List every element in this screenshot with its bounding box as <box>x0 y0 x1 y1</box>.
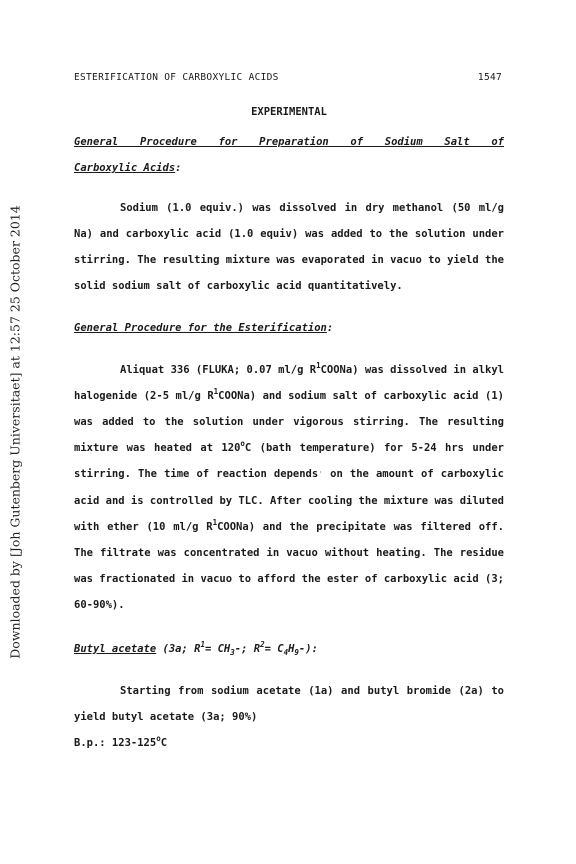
boiling-point: B.p.: 123-125$^o$C <box>74 734 168 749</box>
article-body <box>74 99 504 756</box>
section-title: EXPERIMENTAL <box>251 106 327 118</box>
compound-paragraph-butyl-acetate: Starting from sodium acetate (1a) and butyl bromide (2a) to yield butyl acetate (3a; 90%) <box>74 685 504 723</box>
procedure-heading-esterification: General Procedure for the Esterification: <box>74 322 334 334</box>
procedure-paragraph-esterification: Aliquat 336 (FLUKA; 0.07 ml/g $R^1COONa$) was dissolved in alkyl halogenide (2-5 ml/g $R^1COONa$) and sodium salt of carboxylic acid (1) was added to the solution under vigorous stirring. The resulting mixture was heated at 120$^o$C (bath temperature) for 5-24 hrs under stirring. The time of reaction depends' on the amount of carboxylic acid and is controlled by TLC. After cooling the mixture was diluted with ether (10 ml/g $R^1COONa$) and the precipitate was filtered off. The filtrate was concentrated in vacuo without heating. The residue was fractionated in vacuo to afford the ester of carboxylic acid (3; 60-90%). <box>74 361 505 611</box>
procedure-paragraph-sodium-salt: Sodium (1.0 equiv.) was dissolved in dry methanol (50 ml/g Na) and carboxylic acid (1.0 equiv) was added to the solution under stirring. The resulting mixture was evaporated in vacuo to yield the solid sodium salt of carboxylic acid quantitatively. <box>74 202 504 292</box>
procedure-heading-sodium-salt-continued: Carboxylic Acids: <box>74 162 182 174</box>
compound-heading-butyl-acetate: Butyl acetate (3a; $R^1= CH_3-$; $R^2= C_4H_9-$): <box>74 640 318 657</box>
compound-name: Butyl acetate <box>74 643 157 655</box>
download-sidebar <box>0 0 30 864</box>
page-number: 1547 <box>477 72 502 83</box>
download-notice: Downloaded by [Joh Gutenberg Universitaet] at 12:57 25 October 2014 <box>7 205 23 659</box>
running-title: ESTERIFICATION OF CARBOXYLIC ACIDS <box>74 72 279 83</box>
procedure-heading-sodium-salt: General Procedure for Preparation of Sodium Salt of <box>74 136 504 148</box>
stray-mark: ' <box>318 470 324 479</box>
